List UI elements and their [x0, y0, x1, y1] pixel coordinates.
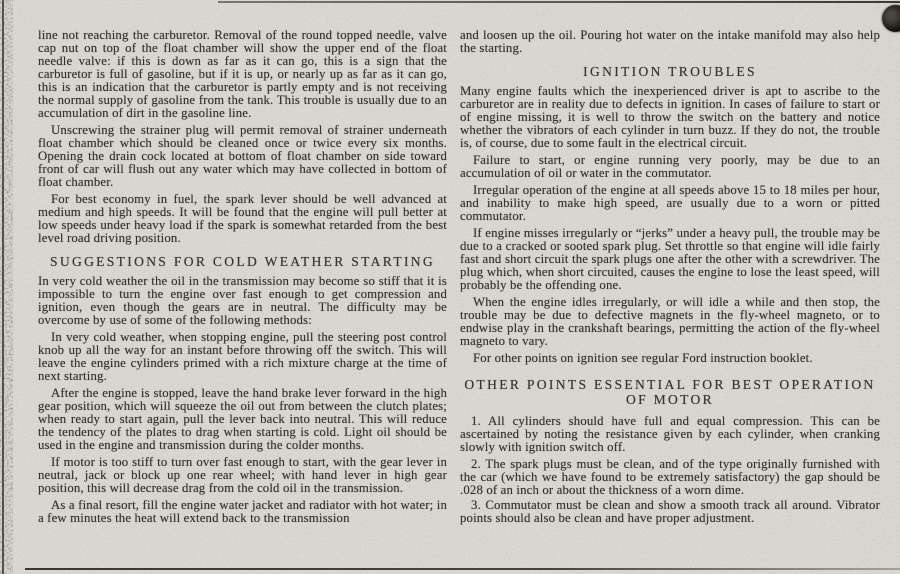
- paragraph-engine-misses: If engine misses irregularly or “jerks” under a heavy pull, the trouble may be due to a cracked or sooted spark plug. Set throttle so that engine will idle fairly fast and short circuit the spark plugs one after the other with a screwdriver. The plug which, when short circuited, causes the engine to lose the least speed, will probably be the offending one.: [460, 226, 880, 292]
- paragraph-failure-start: Failure to start, or engine running very poorly, may be due to an accumulation of oil or water in the commutator.: [460, 153, 880, 180]
- section-heading-other-points: [460, 378, 880, 407]
- numbered-item-3: 3. Commutator must be clean and show a smooth track all around. Vibrator points should also be clean and have proper adjustment.: [460, 498, 880, 526]
- right-column: [460, 29, 880, 525]
- paragraph-spark-lever: For best economy in fuel, the spark lever should be well advanced at medium and high speeds. It will be found that the engine will pull better at low speeds under heavy load if the spark is somewhat retarded from the best level road driving position.: [38, 192, 447, 245]
- numbered-item-1: 1. All cylinders should have full and equal compression. This can be ascertained by noting the resistance given by each cylinder, when cranking slowly with ignition switch off.: [460, 414, 880, 455]
- section-heading-ignition-troubles: IGNITION TROUBLES: [583, 64, 757, 79]
- paragraph-steering-post: In very cold weather, when stopping engine, pull the steering post control knob up all the way for an instant before throwing off the switch. This will leave the engine cylinders primed with a rich mixture charge at the time of next starting.: [38, 330, 447, 383]
- paragraph-cold-oil: In very cold weather the oil in the transmission may become so stiff that it is impossible to turn the engine over fast enough to get compression and ignition, even though the gears are in neutral. The difficulty may be overcome by use of some of the following methods:: [38, 274, 447, 327]
- numbered-item-2: 2. The spark plugs must be clean, and of the type originally furnished with the car (which we have found to be extremely satisfactory) the gap should be .028 of an inch or about the thickness of a worn dime.: [460, 457, 880, 498]
- page-top-edge-line: [218, 1, 900, 3]
- paragraph-hot-water: As a final resort, fill the engine water jacket and radiator with hot water; in a few minutes the heat will extend back to the transmission: [38, 498, 447, 525]
- paragraph-strainer: Unscrewing the strainer plug will permit removal of strainer underneath float chamber which should be cleaned once or twice every six months. Opening the drain cock located at bottom of float chamber on side toward front of car will flush out any water which may have collected in bottom of float chamber.: [38, 123, 447, 189]
- paragraph-loosen-oil-continuation: and loosen up the oil. Pouring hot water on the intake manifold may also help the starting.: [460, 28, 880, 55]
- paragraph-carburetor-continuation: line not reaching the carburetor. Removal of the round topped needle, valve cap nut on top of the float chamber will show the upper end of the float needle valve: if this is down as far as it can go, this is a sign that the carburetor is full of gasoline, but if it is up, or nearly up as far as it can go, this is an indication that the carburetor is partly empty and is not receiving the normal supply of gasoline from the tank. This trouble is usually due to an accumulation of dirt in the gasoline line.: [38, 28, 447, 120]
- two-column-text-area: [38, 29, 880, 525]
- page-left-edge-line: [2, 0, 4, 574]
- left-column: [38, 29, 447, 525]
- paragraph-jack-wheel: If motor is too stiff to turn over fast enough to start, with the gear lever in neutral, jack or block up one rear wheel; with hand lever in high gear position, this will decrease drag from the cold oil in the transmission.: [38, 455, 447, 495]
- paragraph-many-faults: Many engine faults which the inexperienced driver is apt to ascribe to the carburetor are in reality due to defects in ignition. In cases of failure to start or of engine missing, it is well to throw the switch on the battery and notice whether the vibrators of each cylinder in turn buzz. If they do not, the trouble is, of course, due to some fault in the electrical circuit.: [460, 84, 880, 150]
- binding-mark: [882, 5, 900, 32]
- heading-other-points-line1: OTHER POINTS ESSENTIAL FOR BEST OPERATION: [464, 377, 876, 392]
- paragraph-ford-booklet: For other points on ignition see regular Ford instruction booklet.: [473, 351, 813, 365]
- paragraph-hand-brake: After the engine is stopped, leave the hand brake lever forward in the high gear position, which will squeeze the oil out from between the clutch plates; when ready to start again, pull the lever back into neutral. This will reduce the tendency of the plates to drag when starting is cold. Light oil should be used in the engine and transmission during the colder months.: [38, 386, 447, 452]
- heading-other-points-line2: OF MOTOR: [625, 391, 715, 407]
- paragraph-engine-idles: When the engine idles irregularly, or will idle a while and then stop, the trouble may be due to defective magnets in the fly-wheel magneto, or to endwise play in the crankshaft bearings, permitting the action of the fly-wheel magneto to vary.: [460, 295, 880, 348]
- paragraph-irregular-operation: Irregular operation of the engine at all speeds above 15 to 18 miles per hour, and inability to make high speed, are usually due to a worn or pitted commutator.: [460, 183, 880, 223]
- section-heading-cold-weather-starting: SUGGESTIONS FOR COLD WEATHER STARTING: [49, 254, 436, 269]
- page-bottom-edge-line: [25, 568, 900, 570]
